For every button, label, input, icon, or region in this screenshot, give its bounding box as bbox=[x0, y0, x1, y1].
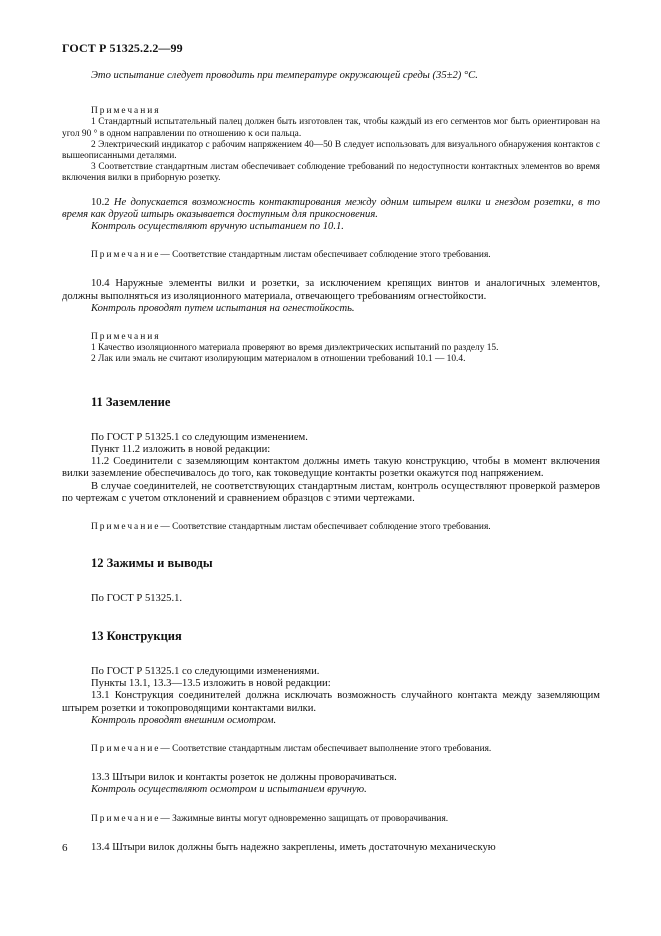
section-intro: По ГОСТ Р 51325.1 со следующими изменениями. bbox=[91, 665, 320, 677]
clause-number: 10.2 bbox=[91, 196, 110, 208]
note-label: Примечание bbox=[91, 522, 161, 533]
notes-title: Примечания bbox=[91, 332, 161, 343]
note-dash: — bbox=[160, 813, 170, 824]
clause-13-1: 13.1 Конструкция соединителей должна исключать возможность случайного контакта между заземляющим штырем розетки и токопроводящими контактами вилки. bbox=[62, 690, 600, 714]
single-note bbox=[62, 250, 600, 261]
note-dash: — bbox=[160, 250, 170, 261]
control-method: Контроль осуществляют вручную испытанием по 10.1. bbox=[91, 221, 344, 233]
note-text: Зажимные винты могут одновременно защищать от проворачивания. bbox=[172, 813, 449, 824]
notes-title: Примечания bbox=[91, 106, 161, 117]
note-dash: — bbox=[160, 743, 170, 754]
section-heading-12: 12 Зажимы и выводы bbox=[91, 556, 213, 571]
notes-block-2 bbox=[62, 332, 600, 366]
note-text: Соответствие стандартным листам обеспечивает соблюдение этого требования. bbox=[172, 522, 491, 533]
control-method: Контроль осуществляют осмотром и испытанием вручную. bbox=[91, 784, 367, 796]
note-text: Соответствие стандартным листам обеспечивает выполнение этого требования. bbox=[172, 743, 492, 754]
clause-text: Не допускается возможность контактирования между одним штырем вилки и гнездом розетки, в то время как другой штырь оказывается доступным для прикосновения. bbox=[62, 196, 600, 220]
section-heading-13: 13 Конструкция bbox=[91, 628, 182, 643]
notes-block-1 bbox=[62, 106, 600, 184]
note-item: 1 Качество изоляционного материала проверяют во время диэлектрических испытаний по разделу 15. bbox=[91, 343, 499, 354]
note-item: 3 Соответствие стандартным листам обеспечивает соблюдение требований по недоступности контактных элементов во время включения вилки в приборную розетку. bbox=[62, 162, 600, 184]
clause-13-3: 13.3 Штыри вилок и контакты розеток не должны проворачиваться. bbox=[91, 772, 397, 784]
document-code: ГОСТ Р 51325.2.2—99 bbox=[62, 41, 183, 55]
page-number: 6 bbox=[62, 842, 68, 854]
clause-11-2: 11.2 Соединители с заземляющим контактом должны иметь такую конструкцию, чтобы в момент включения вилки заземление обеспечивалось до того, как токоведущие контакты розетки окажутся под напряжением. bbox=[62, 456, 600, 480]
note-item: 1 Стандартный испытательный палец должен быть изготовлен так, чтобы каждый из его сегментов мог быть ориентирован на угол 90 ° в одном направлении по отношению к оси пальца. bbox=[62, 117, 600, 139]
clause-paragraph: В случае соединителей, не соответствующих стандартным листам, контроль осуществляют проверкой размеров по чертежам с учетом отклонений и сравнением образцов с этими чертежами. bbox=[62, 480, 600, 504]
section-intro: По ГОСТ Р 51325.1 со следующим изменением. bbox=[91, 431, 308, 443]
section-para: Пункты 13.1, 13.3—13.5 изложить в новой редакции: bbox=[91, 678, 331, 690]
control-method: Контроль проводят внешним осмотром. bbox=[91, 714, 277, 726]
single-note bbox=[62, 522, 600, 533]
section-heading-11: 11 Заземление bbox=[91, 394, 171, 409]
note-item: 2 Лак или эмаль не считают изолирующим материалом в отношении требований 10.1 — 10.4. bbox=[91, 354, 466, 365]
clause-10-4: 10.4 Наружные элементы вилки и розетки, за исключением крепящих винтов и аналогичных элементов, должны выполняться из изоляционного материала, отвечающего требованиям огнестойкости. bbox=[62, 278, 600, 302]
note-label: Примечание bbox=[91, 813, 161, 824]
note-dash: — bbox=[160, 522, 170, 533]
temperature-requirement: Это испытание следует проводить при температуре окружающей среды (35±2) °С. bbox=[91, 70, 478, 81]
page-body bbox=[62, 70, 600, 854]
note-label: Примечание bbox=[91, 250, 161, 261]
control-method: Контроль проводят путем испытания на огнестойкость. bbox=[91, 302, 355, 314]
section-para: Пункт 11.2 изложить в новой редакции: bbox=[91, 444, 271, 456]
single-note bbox=[62, 744, 600, 755]
clause-10-2 bbox=[62, 197, 600, 221]
clause-13-4: 13.4 Штыри вилок должны быть надежно закреплены, иметь достаточную механическую bbox=[91, 841, 496, 853]
section-intro: По ГОСТ Р 51325.1. bbox=[91, 593, 183, 605]
note-text: Соответствие стандартным листам обеспечивает соблюдение этого требования. bbox=[172, 250, 491, 261]
single-note bbox=[62, 814, 600, 825]
note-item: 2 Электрический индикатор с рабочим напряжением 40—50 В следует использовать для визуального обнаружения контактов с вышеописанными деталями. bbox=[62, 139, 600, 162]
note-label: Примечание bbox=[91, 743, 161, 754]
